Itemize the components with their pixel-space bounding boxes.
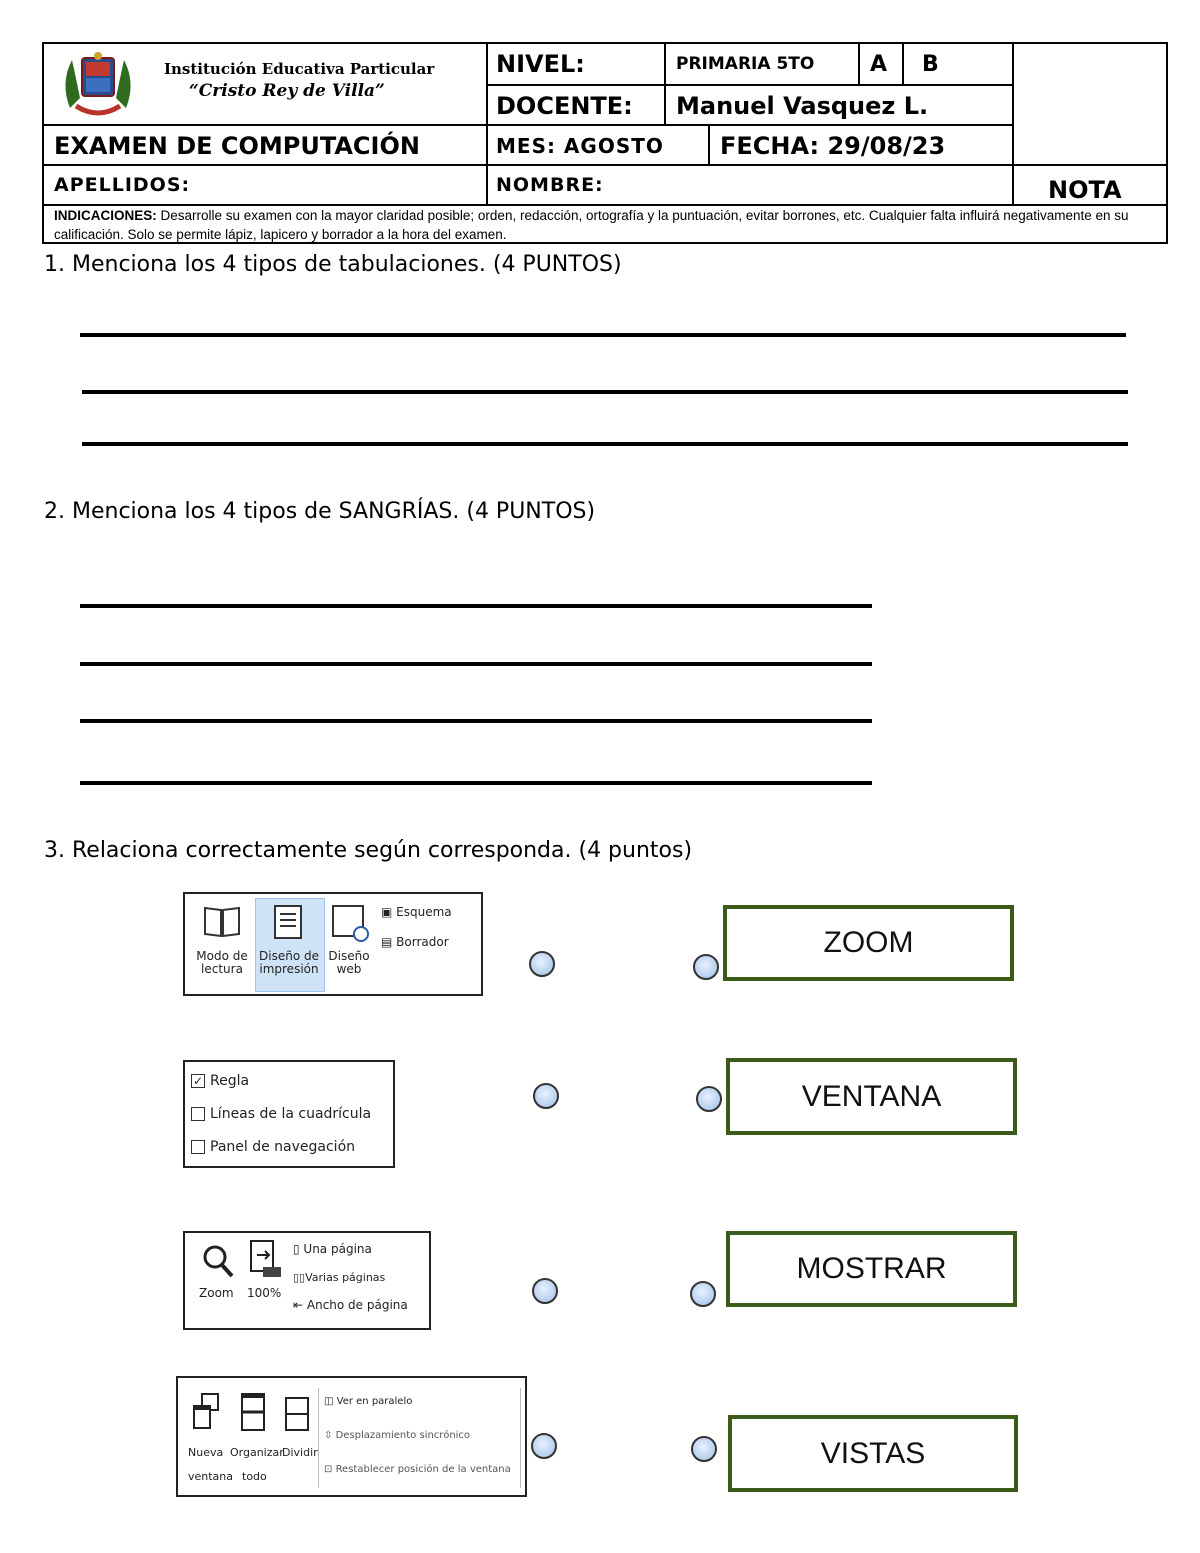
match-radio-right-4[interactable] — [691, 1436, 717, 1462]
separator — [520, 1388, 521, 1488]
gridlines-checkbox: Líneas de la cuadrícula — [191, 1107, 371, 1121]
answer-box-ventana: VENTANA — [726, 1058, 1017, 1135]
draft-label: ▤ Borrador — [381, 935, 449, 949]
nombre-label: NOMBRE: — [496, 174, 604, 196]
reset-window-position-label: ⊡ Restablecer posición de la ventana — [324, 1464, 511, 1475]
match-radio-right-1[interactable] — [693, 954, 719, 980]
institution-name: Institución Educativa Particular — [164, 60, 435, 78]
zoom-label: Zoom — [199, 1286, 234, 1300]
answer-line[interactable] — [82, 442, 1128, 446]
new-window-label-1: Nueva — [188, 1446, 224, 1459]
match-radio-right-3[interactable] — [690, 1281, 716, 1307]
one-page-label: ▯ Una página — [293, 1242, 372, 1256]
match-radio-left-4[interactable] — [531, 1433, 557, 1459]
answer-box-mostrar: MOSTRAR — [726, 1231, 1017, 1307]
arrange-all-icon — [240, 1392, 266, 1432]
multiple-pages-label: ▯▯Varias páginas — [293, 1271, 386, 1284]
exam-title: EXAMEN DE COMPUTACIÓN — [54, 132, 420, 160]
navigation-pane-checkbox: Panel de navegación — [191, 1140, 355, 1154]
answer-line[interactable] — [80, 719, 872, 723]
page-width-label: ⇤ Ancho de página — [293, 1298, 408, 1312]
show-ribbon-image — [183, 1060, 395, 1168]
answer-box-zoom: ZOOM — [723, 905, 1014, 981]
magnifier-icon — [201, 1243, 235, 1279]
hundred-percent-label: 100% — [247, 1286, 282, 1300]
answer-box-vistas: VISTAS — [728, 1415, 1018, 1492]
month: MES: AGOSTO — [496, 134, 664, 158]
arrange-all-label-2: todo — [242, 1470, 267, 1483]
split-icon — [284, 1396, 310, 1432]
window-ribbon-image — [176, 1376, 527, 1497]
match-radio-left-2[interactable] — [533, 1083, 559, 1109]
checkmark-icon: ✓ — [192, 1074, 204, 1088]
divider — [902, 44, 904, 86]
side-by-side-label: ◫ Ver en paralelo — [324, 1396, 413, 1407]
instructions — [54, 206, 1154, 244]
match-radio-left-1[interactable] — [529, 951, 555, 977]
nivel-label: NIVEL: — [496, 50, 585, 78]
zoom-ribbon-image — [183, 1231, 431, 1330]
question-1: 1. Menciona los 4 tipos de tabulaciones. (4 PUNTOS) — [44, 252, 622, 277]
match-radio-left-3[interactable] — [532, 1278, 558, 1304]
divider — [708, 126, 710, 166]
web-layout-icon — [331, 904, 371, 942]
outline-label: ▣ Esquema — [381, 905, 452, 919]
print-layout-label: Diseño de impresión — [259, 949, 319, 976]
answer-line[interactable] — [80, 604, 872, 608]
hundred-percent-icon — [249, 1239, 283, 1279]
exam-header-table — [42, 42, 1168, 244]
answer-line[interactable] — [80, 333, 1126, 337]
print-layout-icon — [273, 904, 303, 940]
ruler-checkbox: ✓ Regla — [192, 1073, 250, 1089]
synchronous-scroll-label: ⇳ Desplazamiento sincrónico — [324, 1430, 471, 1441]
apellidos-label: APELLIDOS: — [54, 174, 191, 196]
new-window-label-2: ventana — [188, 1470, 234, 1483]
reading-mode-label: Modo de lectura — [196, 949, 248, 976]
question-3: 3. Relaciona correctamente según corresponda. (4 puntos) — [44, 838, 693, 863]
split-label: Dividir — [282, 1446, 318, 1459]
web-layout-label: Diseño web — [328, 949, 370, 976]
section-a: A — [870, 51, 888, 77]
section-b: B — [922, 51, 939, 77]
new-window-icon — [190, 1392, 222, 1432]
divider — [858, 44, 860, 86]
docente-value: Manuel Vasquez L. — [676, 92, 929, 120]
instructions-label: INDICACIONES: — [54, 208, 157, 223]
nivel-value: PRIMARIA 5TO — [676, 54, 815, 74]
divider — [664, 86, 666, 126]
views-ribbon-image — [183, 892, 483, 996]
answer-line[interactable] — [80, 662, 872, 666]
instructions-text: Desarrolle su examen con la mayor claridad posible; orden, redacción, ortografía y la puntuación, evitar borrones, etc. Cualquier falta influirá negativamente en su calificación. Solo se permite lápiz, lapicero y borrador a la hora del examen. — [54, 208, 1129, 242]
exam-date: FECHA: 29/08/23 — [720, 132, 946, 160]
nota-label: NOTA — [1048, 176, 1122, 204]
separator — [318, 1388, 319, 1488]
reading-mode-icon — [203, 904, 241, 938]
question-2: 2. Menciona los 4 tipos de SANGRÍAS. (4 PUNTOS) — [44, 499, 596, 524]
school-crest-logo — [58, 48, 138, 122]
docente-label: DOCENTE: — [496, 92, 633, 120]
divider — [664, 44, 666, 86]
match-radio-right-2[interactable] — [696, 1086, 722, 1112]
answer-line[interactable] — [82, 390, 1128, 394]
arrange-all-label-1: Organizar — [230, 1446, 284, 1459]
answer-line[interactable] — [80, 781, 872, 785]
institution-subtitle: “Cristo Rey de Villa” — [189, 81, 385, 101]
